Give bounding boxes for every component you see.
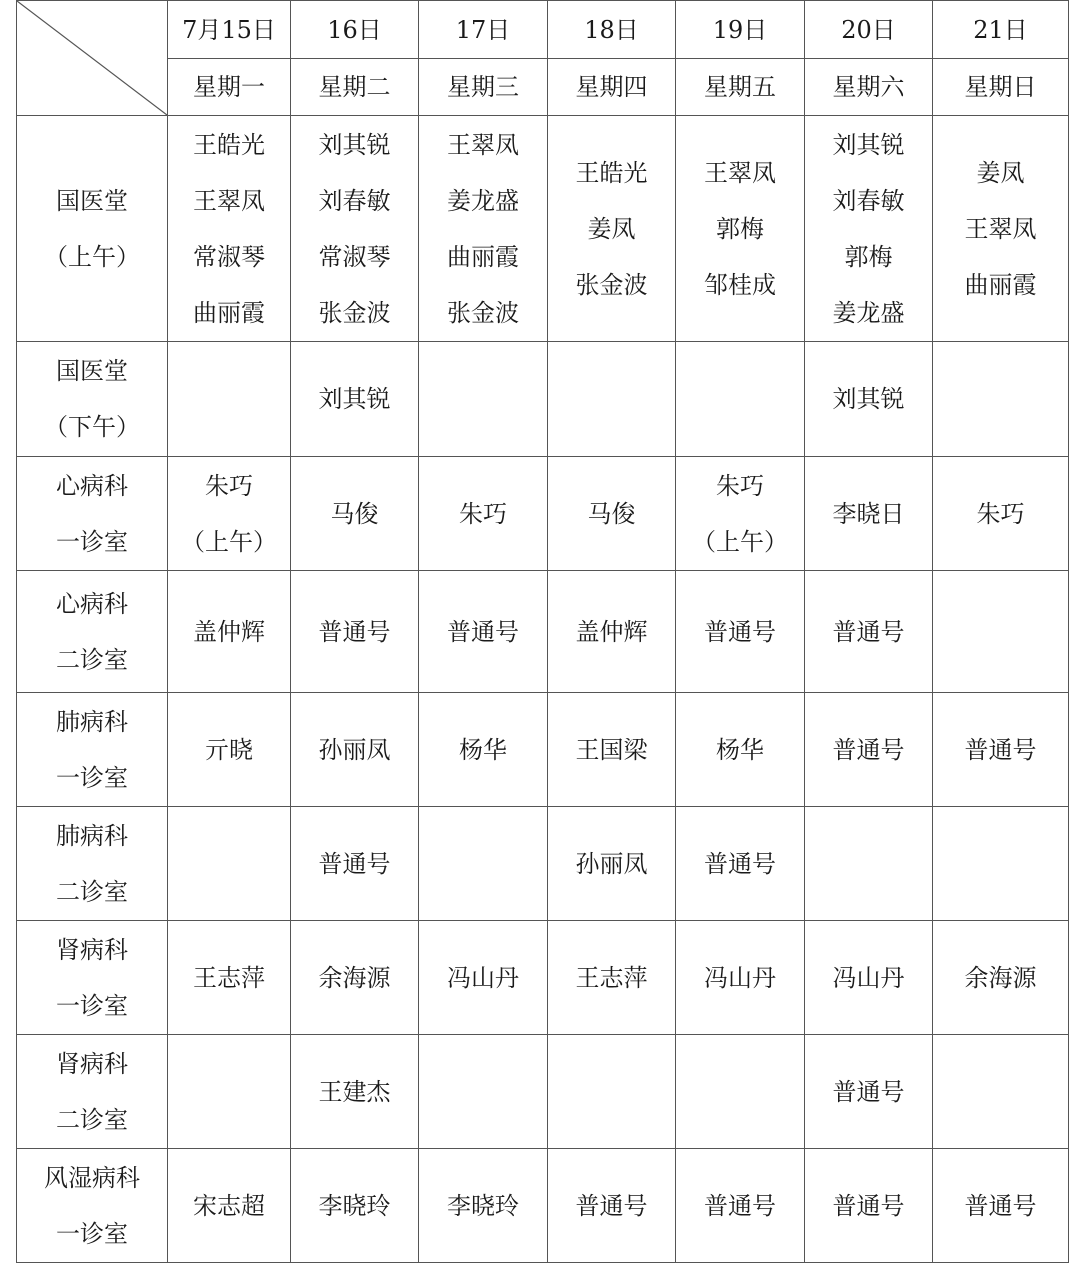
schedule-row: [17, 921, 1069, 1035]
department-label: 心病科: [56, 589, 128, 618]
doctor-name: 余海源: [964, 963, 1037, 992]
schedule-cell: [419, 693, 548, 807]
schedule-cell: [676, 1035, 805, 1149]
doctor-name: 曲丽霞: [193, 298, 265, 327]
doctor-name: 普通号: [832, 1077, 905, 1106]
schedule-cell: [419, 807, 548, 921]
doctor-name: 普通号: [964, 1191, 1037, 1220]
schedule-cell: [168, 693, 291, 807]
weekday-header: 星期五: [676, 59, 805, 116]
schedule-cell: [805, 693, 933, 807]
department-cell: [17, 1035, 168, 1149]
doctor-name: 杨华: [459, 735, 507, 764]
doctor-name: 孙丽凤: [318, 735, 391, 764]
schedule-cell: [548, 1035, 676, 1149]
weekday-header: 星期日: [933, 59, 1069, 116]
doctor-name: 普通号: [318, 849, 391, 878]
doctor-name: 郭梅: [844, 242, 893, 271]
doctor-name: 郭梅: [716, 214, 764, 243]
schedule-row: [17, 571, 1069, 693]
schedule-cell: [548, 693, 676, 807]
weekday-header: 星期六: [805, 59, 933, 116]
schedule-cell: [805, 457, 933, 571]
weekday-header: 星期三: [419, 59, 548, 116]
doctor-name: 普通号: [964, 735, 1037, 764]
doctor-name: 刘春敏: [832, 186, 905, 215]
schedule-row: [17, 457, 1069, 571]
schedule-cell: [933, 116, 1069, 342]
doctor-name: （上午）: [181, 527, 277, 556]
schedule-cell: [676, 571, 805, 693]
date-header: 21日: [933, 1, 1069, 59]
date-header: 19日: [676, 1, 805, 59]
doctor-name: 盖仲辉: [193, 617, 265, 646]
date-header: 18日: [548, 1, 676, 59]
doctor-name: 冯山丹: [447, 963, 519, 992]
department-label: 风湿病科: [44, 1163, 140, 1192]
schedule-row: [17, 1149, 1069, 1263]
corner-cell: [17, 1, 168, 116]
schedule-cell: [805, 342, 933, 457]
diagonal-divider: [17, 1, 167, 115]
schedule-cell: [676, 457, 805, 571]
schedule-cell: [805, 571, 933, 693]
schedule-cell: [291, 342, 419, 457]
doctor-name: （上午）: [692, 527, 788, 556]
department-label: 肾病科: [56, 935, 128, 964]
department-label: （上午）: [44, 242, 140, 271]
schedule-row: [17, 116, 1069, 342]
doctor-name: 张金波: [575, 270, 648, 299]
department-label: （下午）: [44, 413, 140, 441]
schedule-cell: [933, 807, 1069, 921]
department-label: 心病科: [56, 471, 128, 500]
doctor-name: 冯山丹: [704, 963, 776, 992]
schedule-cell: [933, 1035, 1069, 1149]
schedule-cell: [805, 1149, 933, 1263]
schedule-cell: [291, 457, 419, 571]
doctor-name: 王翠凤: [704, 158, 776, 187]
schedule-cell: [291, 1149, 419, 1263]
schedule-row: [17, 342, 1069, 457]
schedule-row: [17, 1035, 1069, 1149]
schedule-cell: [933, 693, 1069, 807]
date-header: 20日: [805, 1, 933, 59]
department-cell: [17, 1149, 168, 1263]
doctor-name: 姜凤: [976, 158, 1025, 187]
doctor-name: 朱巧: [459, 499, 507, 528]
schedule-cell: [933, 457, 1069, 571]
schedule-cell: [676, 342, 805, 457]
doctor-name: 姜凤: [587, 214, 636, 243]
doctor-name: 刘其锐: [832, 130, 905, 159]
schedule-cell: [548, 571, 676, 693]
schedule-cell: [291, 693, 419, 807]
department-cell: [17, 921, 168, 1035]
department-label: 肺病科: [56, 707, 128, 736]
schedule-cell: [168, 921, 291, 1035]
doctor-name: 常淑琴: [318, 242, 391, 271]
doctor-name: 邹桂成: [704, 270, 776, 299]
doctor-name: 普通号: [704, 849, 776, 878]
schedule-cell: [168, 571, 291, 693]
doctor-name: 普通号: [832, 617, 905, 646]
doctor-name: 姜龙盛: [832, 298, 905, 327]
doctor-name: 冯山丹: [832, 963, 905, 992]
doctor-name: 马俊: [330, 499, 379, 528]
date-row: [17, 1, 1069, 59]
schedule-cell: [291, 116, 419, 342]
doctor-name: 王建杰: [318, 1077, 391, 1106]
schedule-cell: [548, 116, 676, 342]
department-cell: [17, 807, 168, 921]
doctor-name: 普通号: [575, 1191, 648, 1220]
doctor-name: 曲丽霞: [964, 270, 1037, 299]
doctor-name: 余海源: [318, 963, 391, 992]
doctor-name: 王皓光: [575, 158, 648, 187]
doctor-name: 王翠凤: [964, 214, 1037, 243]
schedule-cell: [168, 1149, 291, 1263]
schedule-cell: [933, 921, 1069, 1035]
doctor-name: 宋志超: [193, 1191, 265, 1220]
schedule-cell: [548, 921, 676, 1035]
doctor-name: 刘其锐: [318, 385, 391, 413]
department-label: 一诊室: [56, 1219, 128, 1248]
weekday-header: 星期一: [168, 59, 291, 116]
schedule-row: [17, 807, 1069, 921]
doctor-name: 李晓玲: [318, 1191, 391, 1220]
doctor-name: 朱巧: [205, 471, 253, 500]
doctor-name: 普通号: [704, 1191, 776, 1220]
schedule-cell: [168, 807, 291, 921]
department-cell: [17, 571, 168, 693]
doctor-name: 普通号: [832, 735, 905, 764]
weekday-header: 星期四: [548, 59, 676, 116]
doctor-name: 王皓光: [193, 130, 265, 159]
department-label: 二诊室: [56, 1105, 128, 1134]
department-label: 肾病科: [56, 1049, 128, 1078]
department-cell: [17, 342, 168, 457]
doctor-name: 孙丽凤: [575, 849, 648, 878]
doctor-name: 普通号: [704, 617, 776, 646]
department-label: 一诊室: [56, 527, 128, 556]
date-header: 7月15日: [168, 1, 291, 59]
schedule-table: [16, 0, 1069, 1263]
doctor-name: 刘春敏: [318, 186, 391, 215]
weekday-row: [17, 59, 1069, 116]
department-label: 肺病科: [56, 821, 128, 850]
schedule-cell: [168, 116, 291, 342]
doctor-name: 朱巧: [716, 471, 764, 500]
schedule-cell: [676, 116, 805, 342]
schedule-cell: [548, 342, 676, 457]
department-label: 一诊室: [56, 763, 128, 792]
doctor-name: 马俊: [587, 499, 636, 528]
schedule-row: [17, 693, 1069, 807]
doctor-name: 盖仲辉: [575, 617, 648, 646]
date-header: 17日: [419, 1, 548, 59]
doctor-name: 王国梁: [575, 735, 648, 764]
schedule-cell: [419, 921, 548, 1035]
schedule-cell: [676, 1149, 805, 1263]
doctor-name: 普通号: [832, 1191, 905, 1220]
schedule-cell: [419, 342, 548, 457]
department-cell: [17, 116, 168, 342]
department-cell: [17, 457, 168, 571]
doctor-name: 张金波: [318, 298, 391, 327]
weekday-header: 星期二: [291, 59, 419, 116]
doctor-name: 王翠凤: [193, 186, 265, 215]
department-cell: [17, 693, 168, 807]
schedule-cell: [419, 1035, 548, 1149]
doctor-name: 常淑琴: [193, 242, 265, 271]
schedule-cell: [805, 921, 933, 1035]
schedule-cell: [933, 1149, 1069, 1263]
doctor-name: 杨华: [716, 735, 764, 764]
doctor-name: 王翠凤: [447, 130, 519, 159]
schedule-cell: [805, 807, 933, 921]
schedule-cell: [419, 116, 548, 342]
schedule-cell: [419, 1149, 548, 1263]
schedule-cell: [291, 921, 419, 1035]
doctor-name: 张金波: [447, 298, 519, 327]
schedule-cell: [805, 1035, 933, 1149]
department-label: 一诊室: [56, 991, 128, 1020]
schedule-cell: [419, 571, 548, 693]
department-label: 国医堂: [56, 357, 128, 385]
doctor-name: 亓晓: [205, 735, 253, 764]
schedule-cell: [168, 342, 291, 457]
doctor-name: 朱巧: [976, 499, 1025, 528]
doctor-name: 李晓玲: [447, 1191, 519, 1220]
schedule-cell: [676, 921, 805, 1035]
date-header: 16日: [291, 1, 419, 59]
schedule-cell: [676, 807, 805, 921]
doctor-name: 曲丽霞: [447, 242, 519, 271]
doctor-name: 普通号: [447, 617, 519, 646]
schedule-cell: [291, 1035, 419, 1149]
schedule-cell: [291, 571, 419, 693]
schedule-cell: [168, 1035, 291, 1149]
doctor-name: 王志萍: [575, 963, 648, 992]
department-label: 二诊室: [56, 645, 128, 674]
schedule-cell: [548, 457, 676, 571]
schedule-cell: [933, 571, 1069, 693]
doctor-name: 普通号: [318, 617, 391, 646]
schedule-cell: [548, 1149, 676, 1263]
department-label: 国医堂: [56, 186, 128, 215]
schedule-cell: [419, 457, 548, 571]
schedule-cell: [168, 457, 291, 571]
doctor-name: 姜龙盛: [447, 186, 519, 215]
doctor-name: 李晓日: [832, 499, 905, 528]
schedule-cell: [933, 342, 1069, 457]
doctor-name: 刘其锐: [318, 130, 391, 159]
doctor-name: 刘其锐: [832, 385, 905, 413]
schedule-cell: [676, 693, 805, 807]
schedule-cell: [548, 807, 676, 921]
schedule-cell: [291, 807, 419, 921]
doctor-name: 王志萍: [193, 963, 265, 992]
schedule-cell: [805, 116, 933, 342]
department-label: 二诊室: [56, 877, 128, 906]
